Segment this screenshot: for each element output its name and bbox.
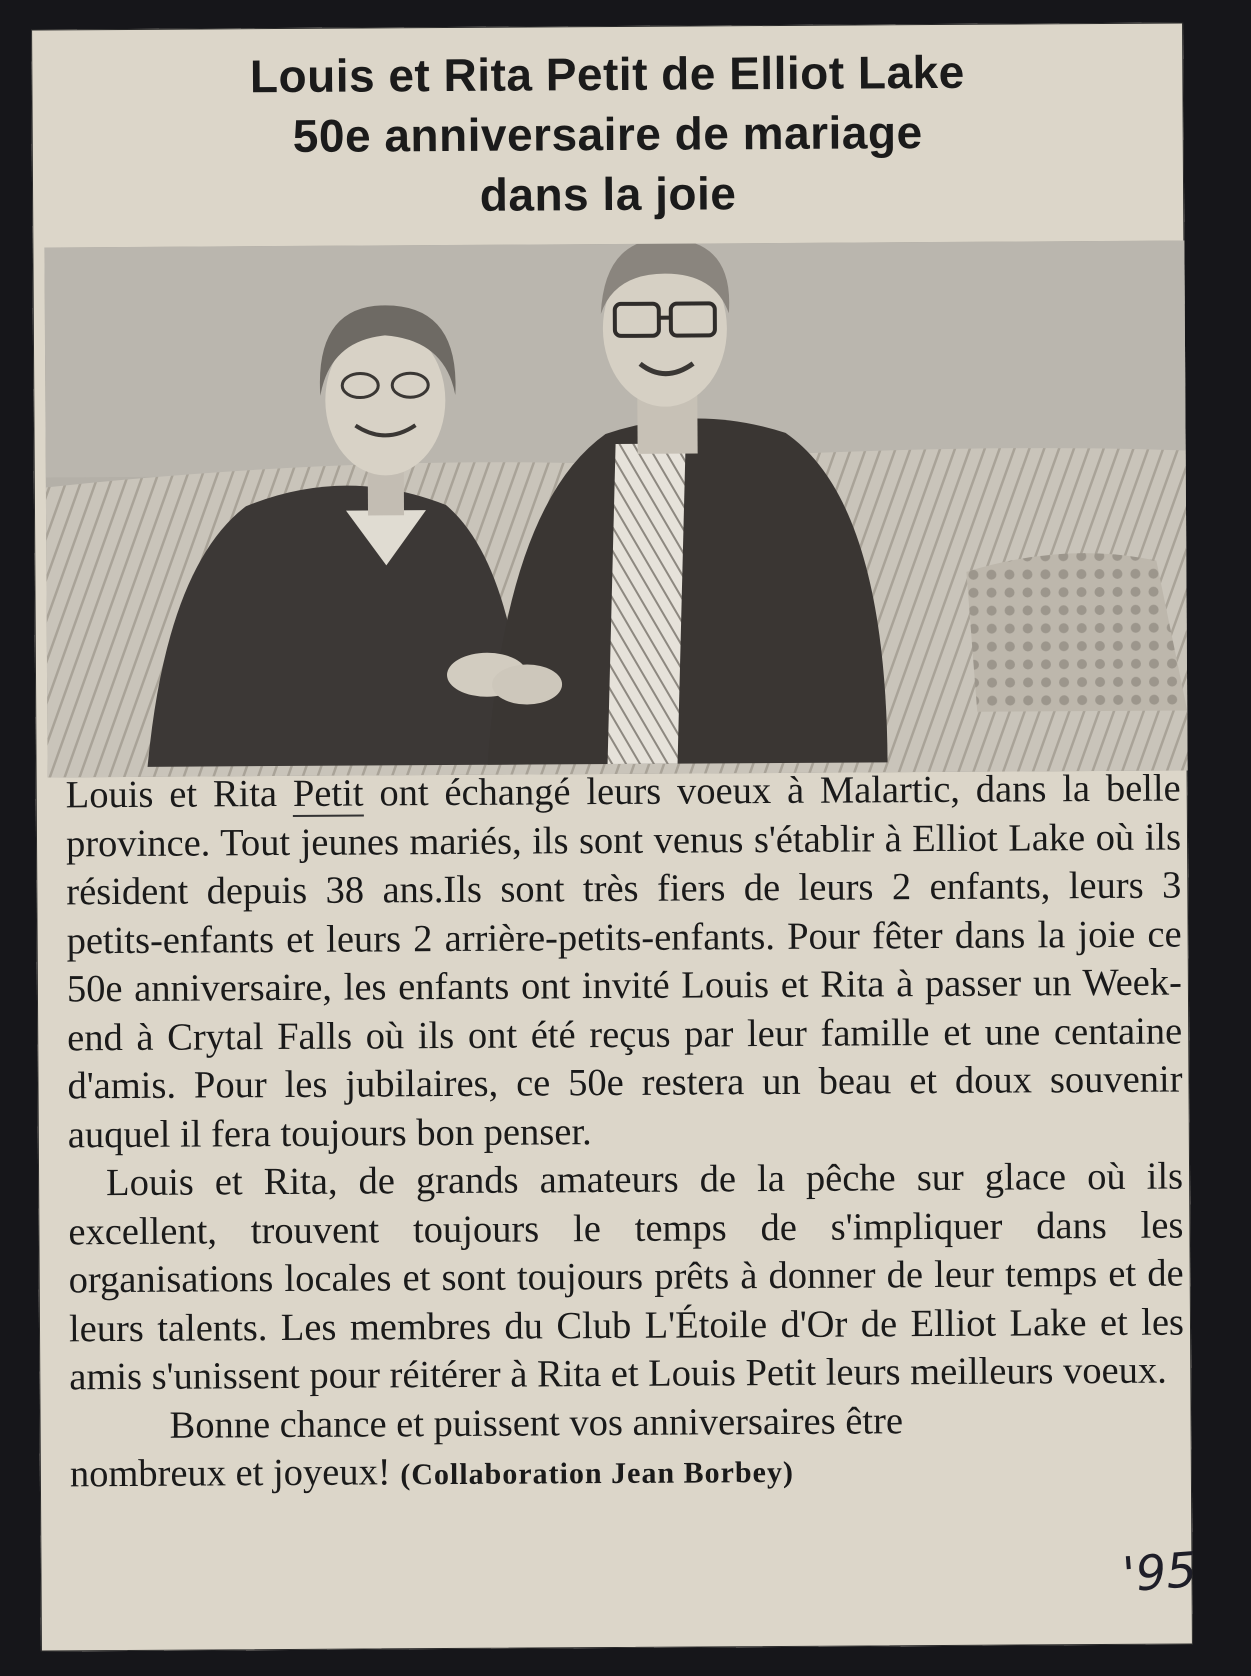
article-paragraph-2: Louis et Rita, de grands amateurs de la pêche sur glace où ils excellent, trouvent toujours le temps de s'impliquer dans les organisations locales et sont toujours prêts à donner de leur temps et de leurs talents. Les membres du Club L'Étoile d'Or de Elliot Lake et les amis s'unissent pour réitérer à Rita et Louis Petit leurs meilleurs voeux. xyxy=(68,1155,1185,1399)
headline xyxy=(31,40,1184,227)
closing-line-2: nombreux et joyeux! xyxy=(69,1451,391,1496)
headline-line-3: dans la joie xyxy=(479,167,737,221)
couple-photo xyxy=(44,240,1187,777)
headline-line-1: Louis et Rita Petit de Elliot Lake xyxy=(249,45,965,103)
headline-line-2: 50e anniversaire de mariage xyxy=(292,106,923,162)
author-credit: (Collaboration Jean Borbey) xyxy=(400,1455,795,1492)
closing-line-1: Bonne chance et puissent vos anniversaires être xyxy=(169,1399,904,1447)
article-paragraph-1 xyxy=(66,765,1183,1160)
paragraph-1-start: Louis et Rita xyxy=(65,772,294,817)
handwritten-year-note: '95 xyxy=(1120,1541,1199,1604)
newspaper-clipping xyxy=(31,22,1199,1651)
underlined-surname: Petit xyxy=(292,772,364,815)
paragraph-1-rest: ont échangé leurs voeux à Malartic, dans la belle province. Tout jeunes mariés, ils sont venus s'établir à Elliot Lake où ils résident depuis 38 ans.Ils sont très fiers de leurs 2 enfants, leurs 3 petits-enfants et leurs 2 arrière-petits-enfants. Pour fêter dans la joie ce 50e anniversaire, les enfants ont invité Louis et Rita à passer un Week-end à Crytal Falls où ils ont été reçus par leur famille et une centaine d'amis. Pour les jubilaires, ce 50e restera un beau et doux souvenir auquel il fera toujours bon penser. xyxy=(65,767,1183,1156)
article-closing xyxy=(69,1395,1185,1502)
article-body xyxy=(66,765,1185,1502)
